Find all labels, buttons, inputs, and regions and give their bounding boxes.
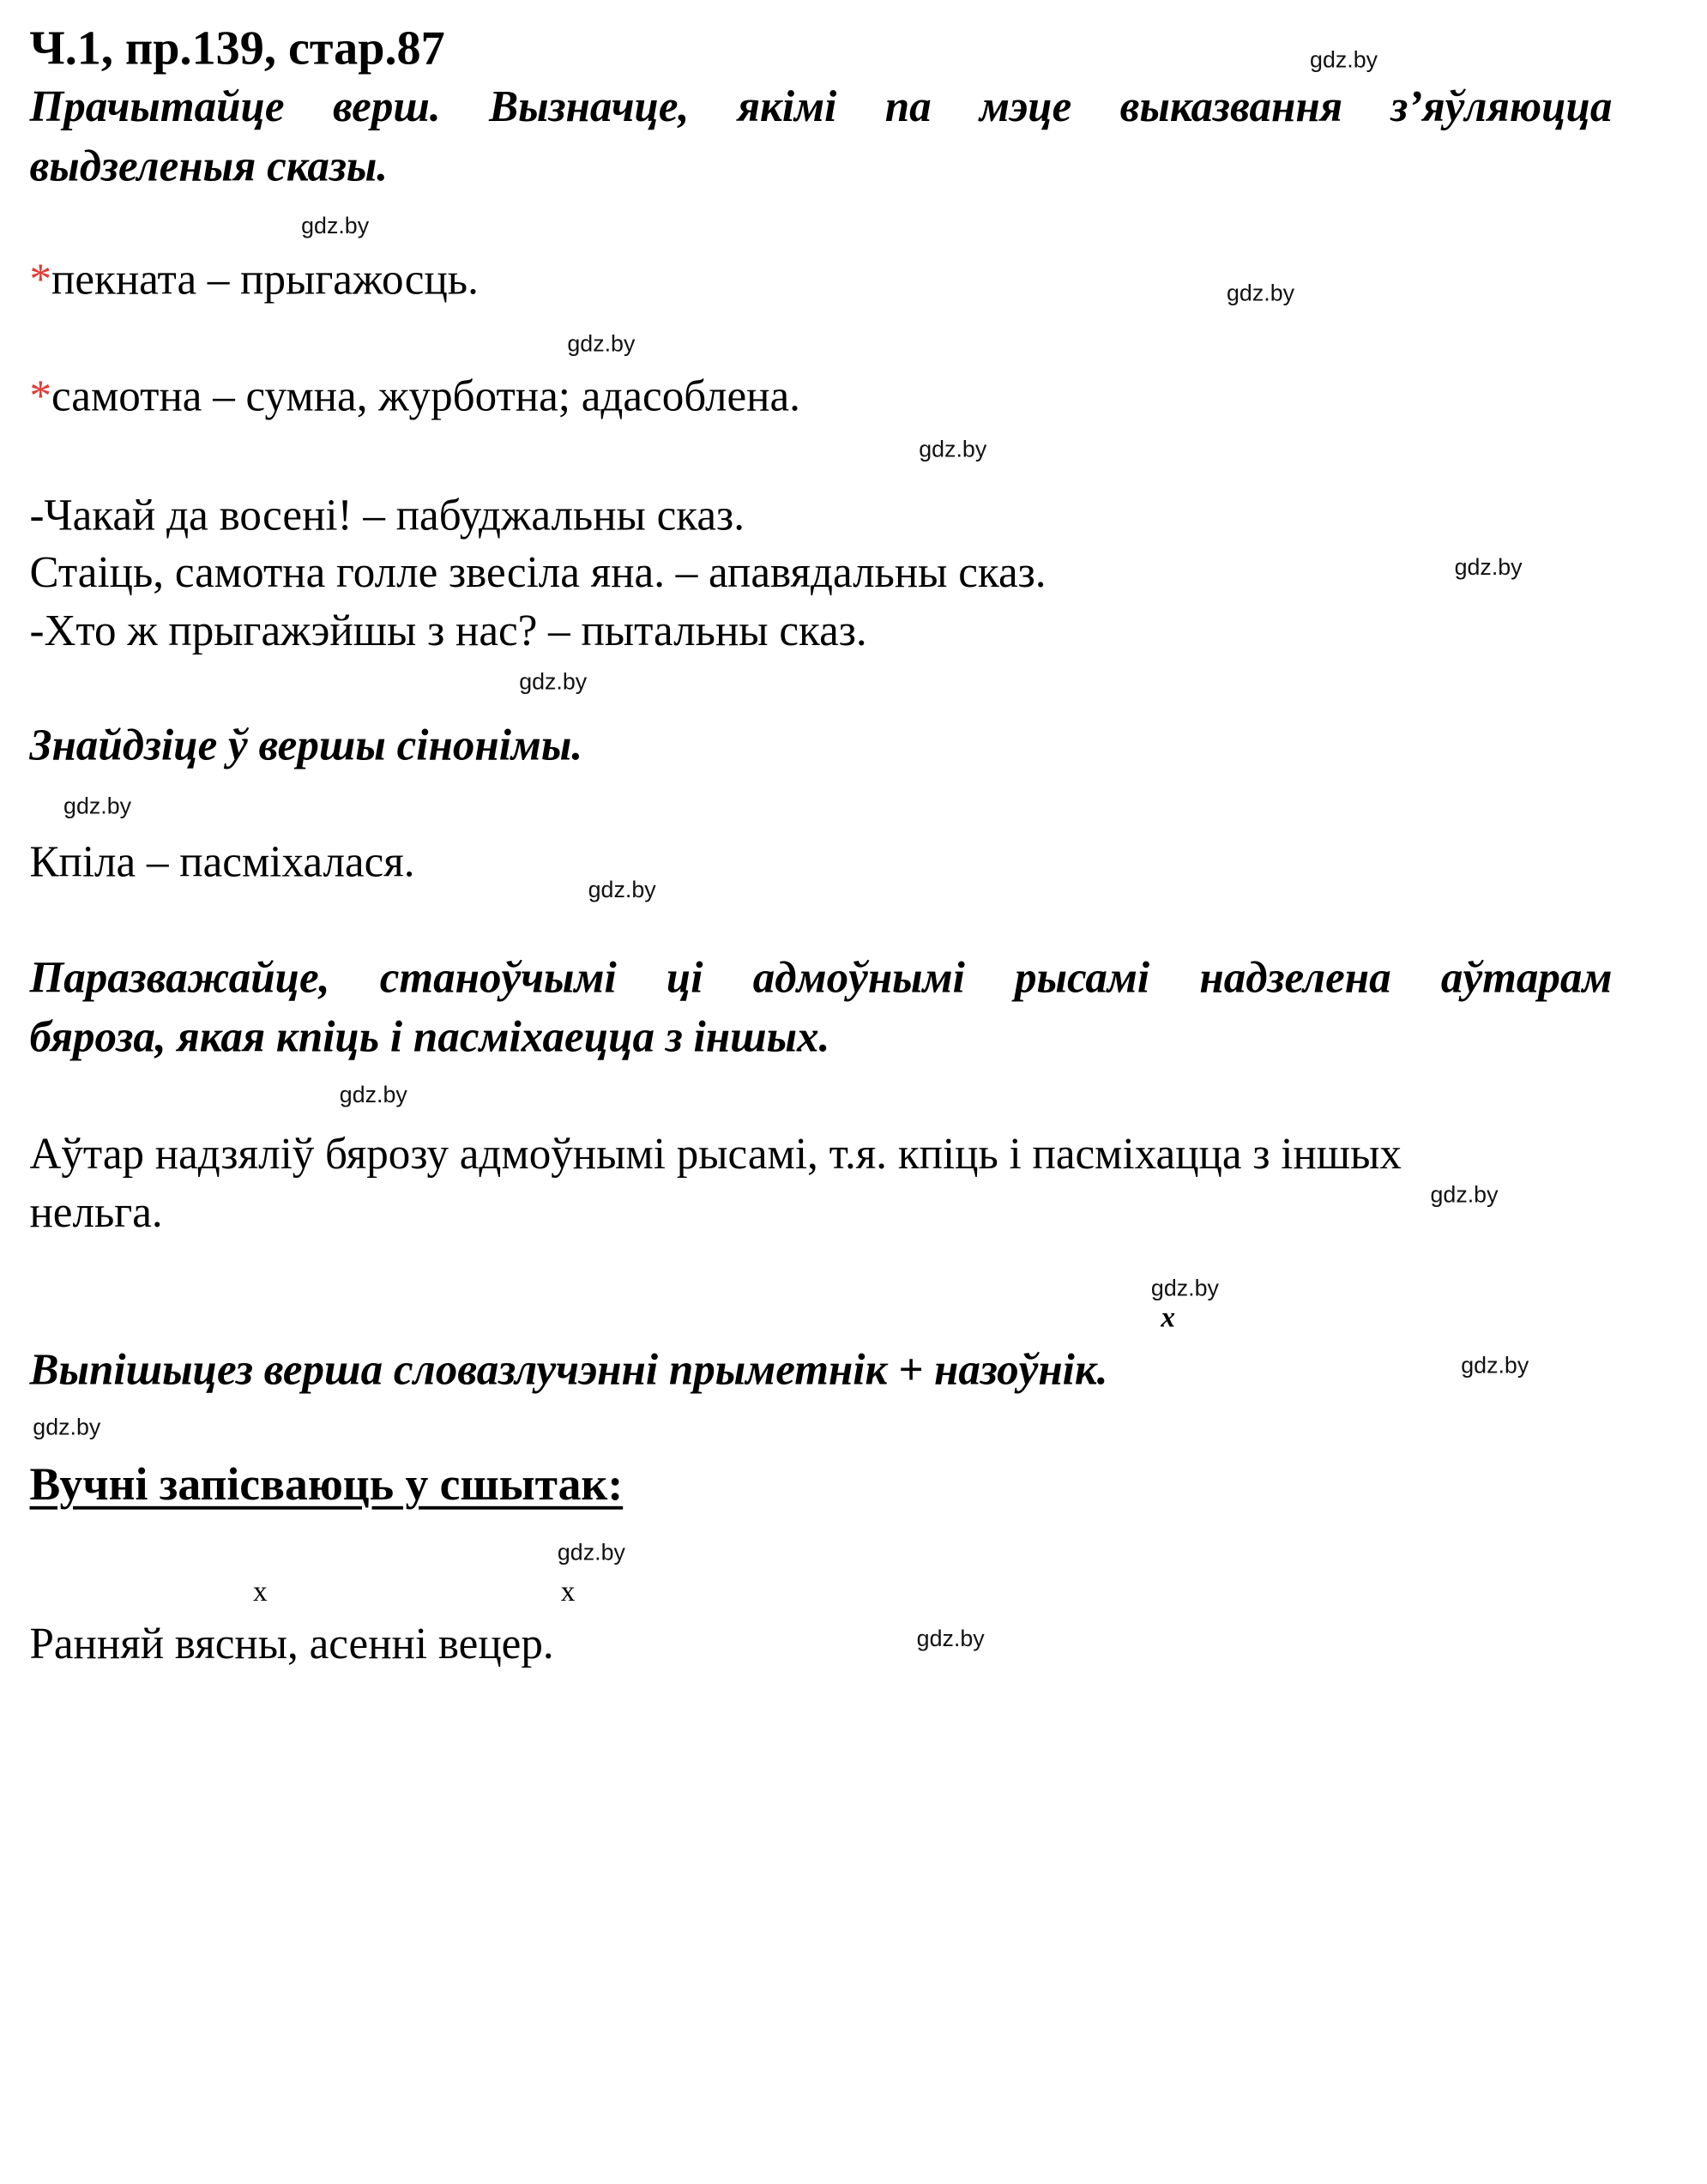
watermark: gdz.by — [1461, 1353, 1529, 1379]
stress-mark: x — [252, 1575, 268, 1608]
notebook-heading: Вучні запісваюць у сшытак: — [29, 1459, 624, 1511]
gloss-1-text: пекната – прыгажосць. — [51, 254, 479, 305]
task-3-line-1: Паразважайце, станоўчымі ці адмоўнымі рысамі надзелена аўтарам — [29, 952, 1613, 1002]
task-1-line-1: Прачытайце верш. Вызначце, якімі па мэце выказвання з’яўляюцца — [29, 81, 1613, 131]
watermark: gdz.by — [1454, 554, 1523, 581]
stress-mark: x — [560, 1575, 576, 1608]
answer-1-sentence-1: -Чакай да восені! – пабуджальны сказ. — [29, 490, 745, 540]
watermark: gdz.by — [567, 331, 636, 357]
task-1-line-2: выдзеленыя сказы. — [29, 141, 389, 191]
asterisk-mark: * — [29, 254, 52, 305]
watermark: gdz.by — [1150, 1276, 1219, 1302]
gloss-1 — [29, 254, 479, 305]
gloss-2-text: самотна – сумна, журботна; адасоблена. — [51, 371, 800, 421]
stress-mark: x — [1161, 1301, 1176, 1334]
gloss-2 — [29, 371, 800, 421]
task-2: Знайдзіце ў вершы сінонімы. — [29, 720, 583, 770]
answer-3-line-2: нельга. — [29, 1186, 163, 1237]
watermark: gdz.by — [301, 213, 370, 239]
watermark: gdz.by — [916, 1626, 985, 1652]
watermark: gdz.by — [557, 1540, 625, 1566]
answer-2: Кпіла – пасміхалася. — [29, 836, 415, 887]
asterisk-mark: * — [29, 371, 52, 421]
answer-1-sentence-3: -Хто ж прыгажэйшы з нас? – пытальны сказ. — [29, 605, 867, 655]
watermark: gdz.by — [1310, 47, 1378, 73]
watermark: gdz.by — [519, 669, 588, 695]
answer-4: Ранняй вясны, асенні вецер. — [29, 1618, 554, 1668]
watermark: gdz.by — [339, 1082, 407, 1108]
task-4: Выпішыцез верша словазлучэнні прыметнік + назоўнік. — [29, 1344, 1108, 1394]
watermark: gdz.by — [1430, 1182, 1499, 1208]
answer-1-sentence-2: Стаіць, самотна голле звесіла яна. – апавядальны сказ. — [29, 546, 1047, 597]
task-3-line-2: бяроза, якая кпіць і пасміхаецца з іншых. — [29, 1011, 830, 1062]
answer-3-line-1: Аўтар надзяліў бярозу адмоўнымі рысамі, т.я. кпіць і пасміхацца з іншых — [29, 1128, 1402, 1179]
watermark: gdz.by — [63, 793, 132, 819]
page-title: Ч.1, пр.139, стар.87 — [29, 21, 445, 75]
watermark: gdz.by — [588, 877, 656, 903]
watermark: gdz.by — [919, 437, 987, 463]
watermark: gdz.by — [1227, 281, 1295, 306]
watermark: gdz.by — [33, 1415, 101, 1440]
